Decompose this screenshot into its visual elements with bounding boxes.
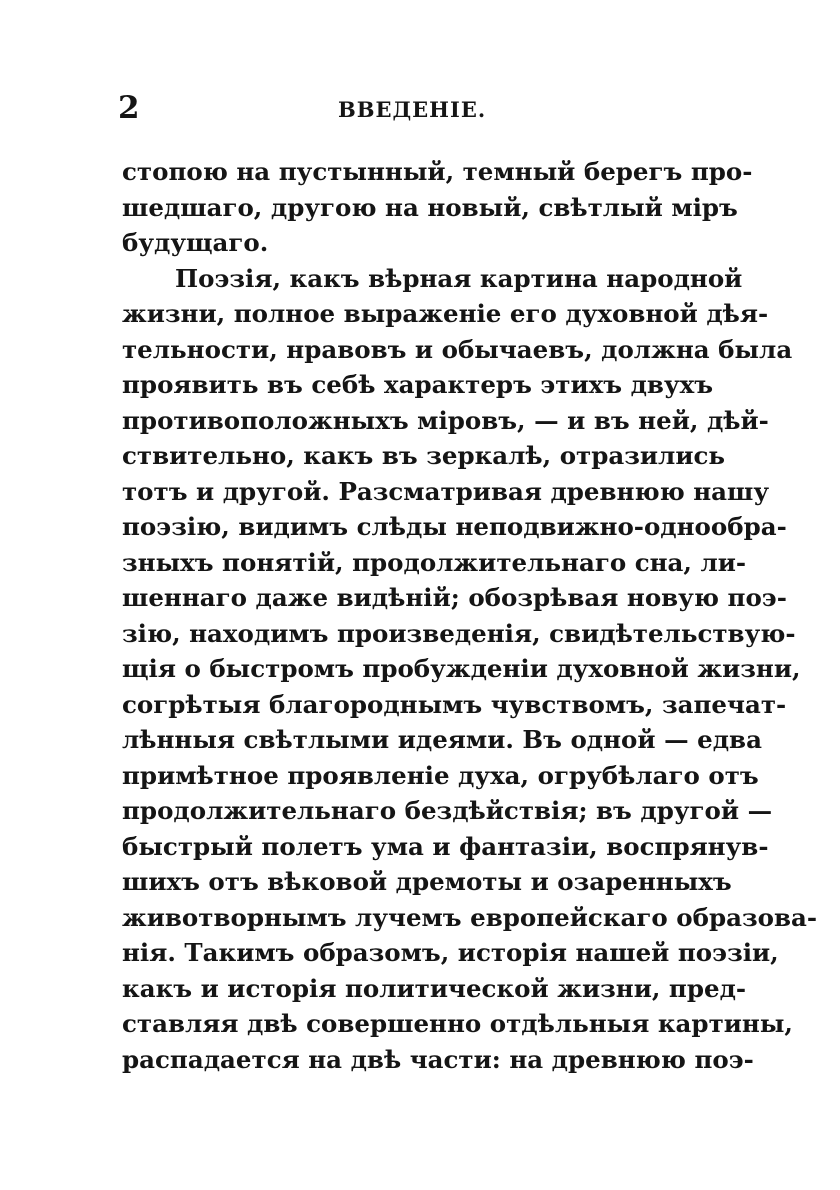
text-line-5: жизни, полное выраженіе его духовной дѣя- <box>122 299 769 328</box>
text-line-16: согрѣтыя благороднымъ чувствомъ, запечат- <box>122 689 787 719</box>
text-line-1: стопою на пустынный, темный берегъ про- <box>122 157 753 186</box>
text-line-4: Поэзія, какъ вѣрная картина народной <box>175 263 743 293</box>
text-line-6: тельности, нравовъ и обычаевъ, должна была <box>122 334 793 364</box>
text-line-19: продолжительнаго бездѣйствія; въ другой — <box>122 796 773 825</box>
page-number: 2 <box>118 90 140 126</box>
text-line-9: ствительно, какъ въ зеркалѣ, отразились <box>122 441 726 470</box>
running-head: ВВЕДЕНІЕ. <box>338 97 487 122</box>
body-text <box>122 154 818 1077</box>
text-line-11: поэзію, видимъ слѣды неподвижно-однообра- <box>122 512 787 541</box>
text-line-14: зію, находимъ произведенія, свидѣтельствую- <box>122 618 796 648</box>
text-line-17: лѣнныя свѣтлыми идеями. Въ одной — едва <box>122 725 762 754</box>
text-line-23: нія. Такимъ образомъ, исторія нашей поэзіи, <box>122 938 779 967</box>
text-line-26: распадается на двѣ части: на древнюю поэ- <box>122 1044 754 1074</box>
text-line-15: щія о быстромъ пробужденіи духовной жизни, <box>122 654 801 683</box>
text-line-2: шедшаго, другою на новый, свѣтлый міръ <box>122 192 738 222</box>
text-line-3: будущаго. <box>122 228 269 257</box>
text-line-13: шеннаго даже видѣній; обозрѣвая новую поэ- <box>122 583 787 612</box>
text-line-10: тотъ и другой. Разсматривая древнюю нашу <box>122 476 770 506</box>
text-line-18: примѣтное проявленіе духа, огрубѣлаго отъ <box>122 760 759 790</box>
text-line-22: животворнымъ лучемъ европейскаго образова- <box>122 902 818 932</box>
text-line-8: противоположныхъ міровъ, — и въ ней, дѣй- <box>122 405 769 435</box>
text-line-7: проявить въ себѣ характеръ этихъ двухъ <box>122 370 714 399</box>
text-line-12: зныхъ понятій, продолжительнаго сна, ли- <box>122 547 747 577</box>
text-line-20: быстрый полетъ ума и фантазіи, воспрянув- <box>122 831 769 861</box>
text-line-25: ставляя двѣ совершенно отдѣльныя картины, <box>122 1009 793 1038</box>
text-line-21: шихъ отъ вѣковой дремоты и озаренныхъ <box>122 867 732 896</box>
text-line-24: какъ и исторія политической жизни, пред- <box>122 973 747 1003</box>
